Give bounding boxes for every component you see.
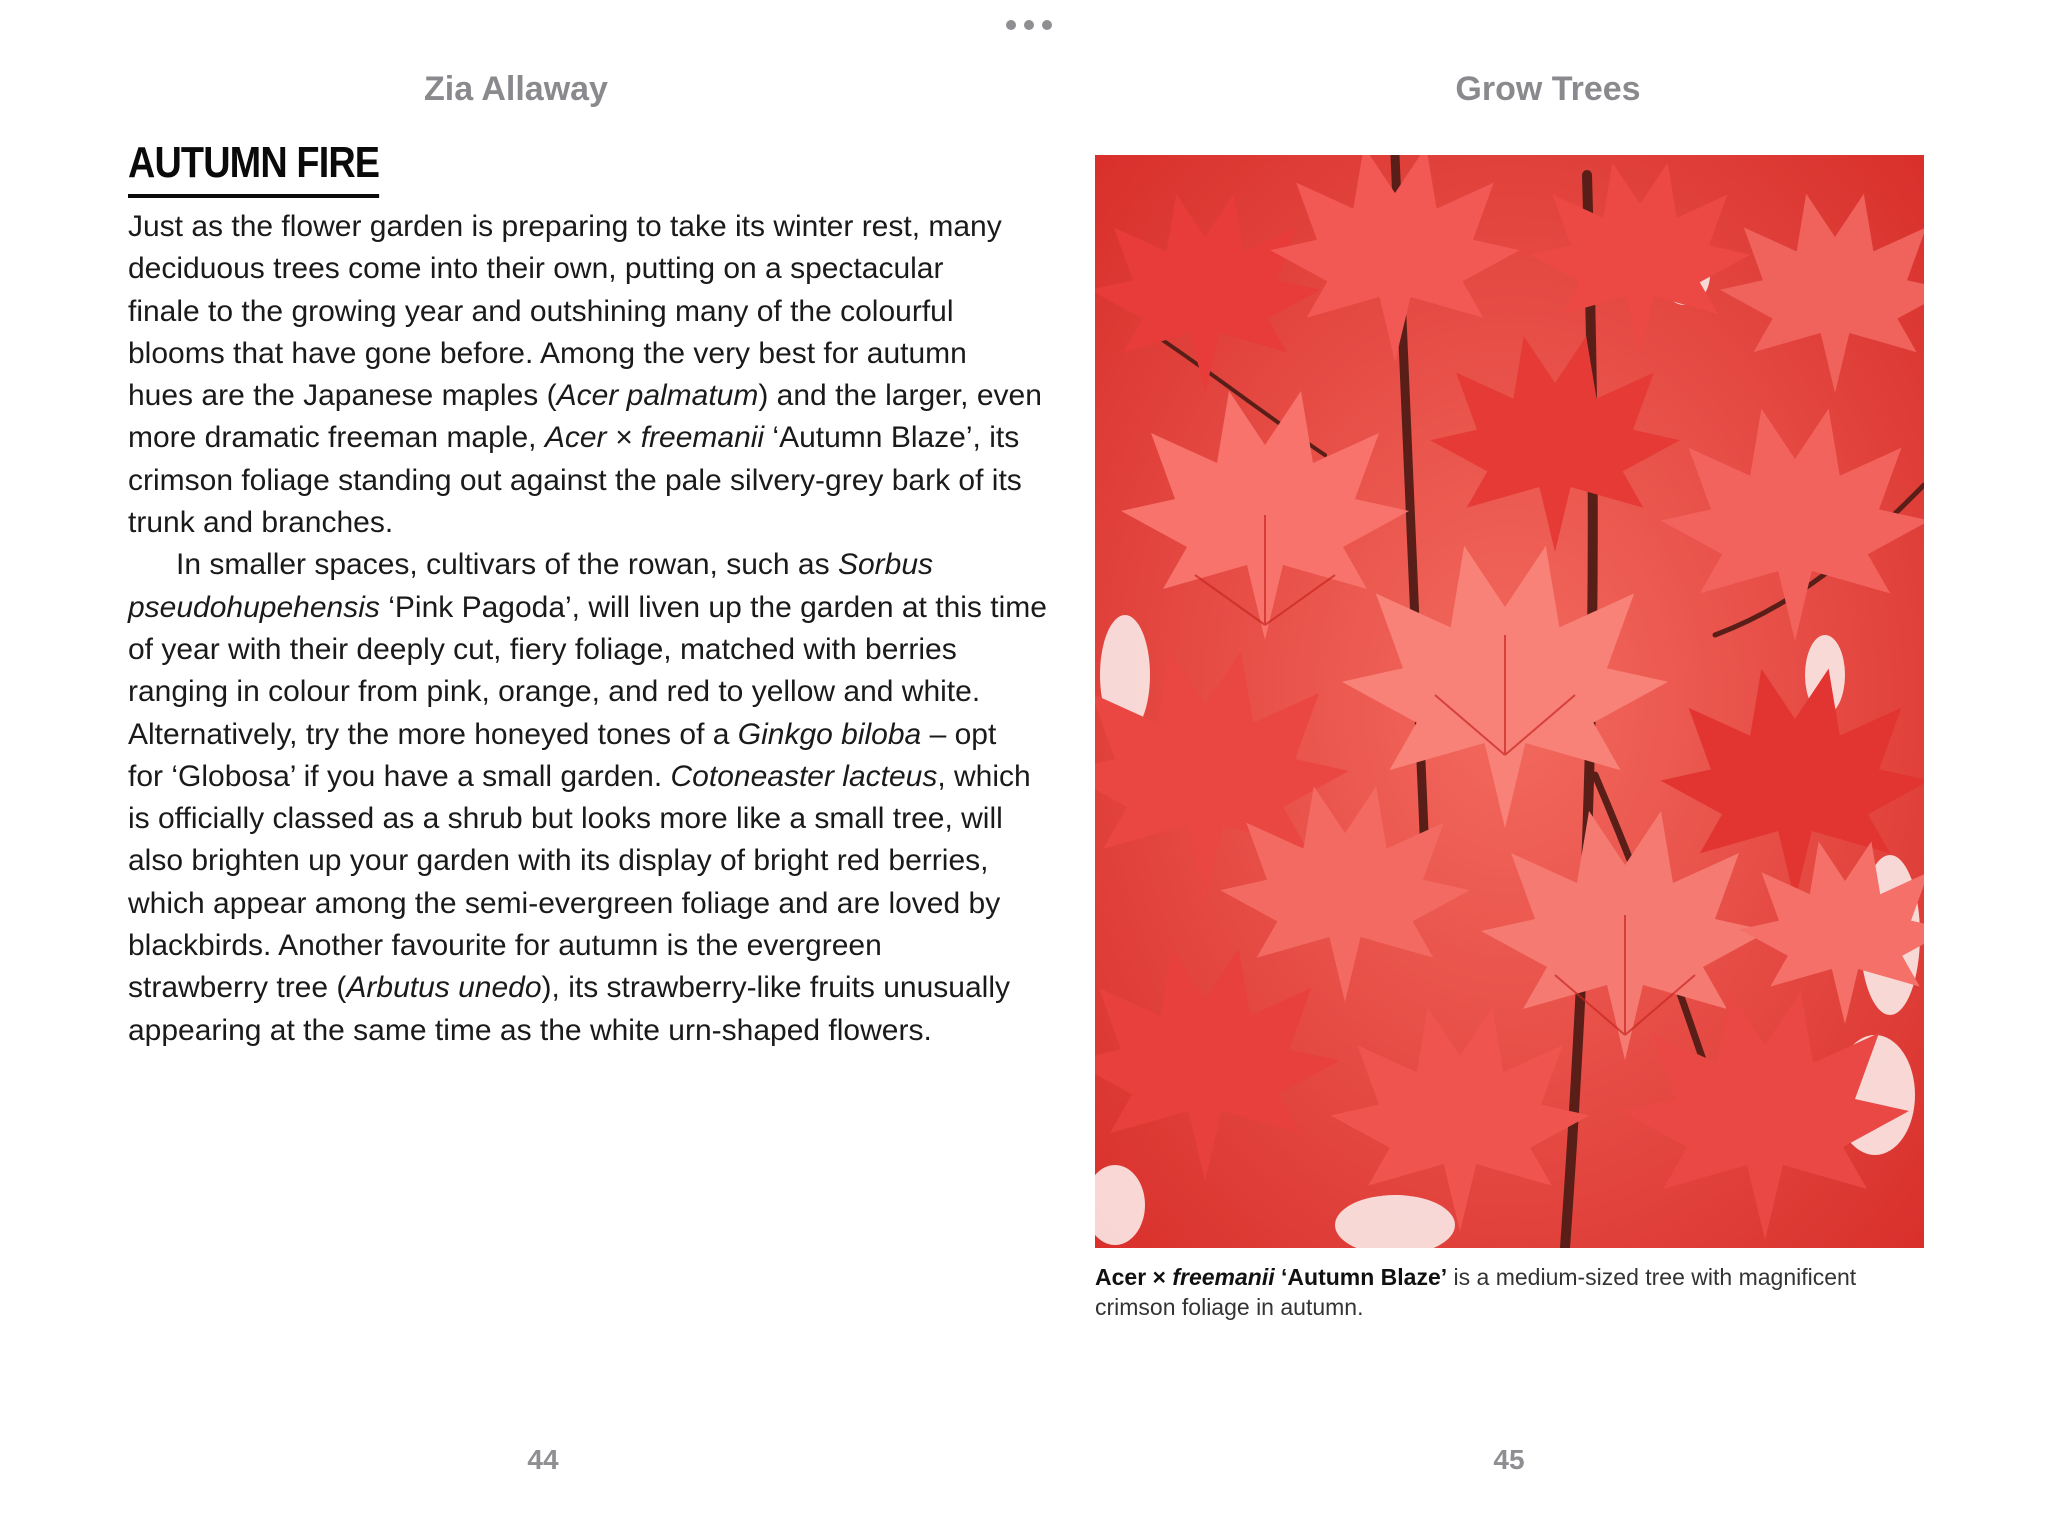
text-run: ranging in colour from pink, orange, and red to yellow and white. xyxy=(128,675,981,709)
paragraph-line xyxy=(128,587,1047,629)
paragraph-line xyxy=(128,417,1020,459)
photo-illustration xyxy=(1095,155,1924,1248)
maple-leaves-photo xyxy=(1095,155,1924,1248)
text-run: Alternatively, try the more honeyed tones of a xyxy=(128,717,738,751)
paragraph-line xyxy=(128,375,1042,417)
section-heading: AUTUMN FIRE xyxy=(128,138,379,198)
text-run: which appear among the semi-evergreen foliage and are loved by xyxy=(128,886,1001,920)
paragraph-line xyxy=(128,248,978,290)
running-head-author: Zia Allaway xyxy=(424,70,608,108)
caption-line-1 xyxy=(1095,1262,1935,1292)
paragraph-line xyxy=(128,883,1001,925)
paragraph-line xyxy=(128,502,978,544)
species-name: Cotoneaster lacteus xyxy=(670,759,938,793)
paragraph-line xyxy=(128,1010,978,1052)
paragraph-line xyxy=(128,629,978,671)
text-run: finale to the growing year and outshining many of the colourful xyxy=(128,294,954,328)
page-number-left: 44 xyxy=(527,1444,559,1475)
paragraph-line xyxy=(128,714,997,756)
species-name: Arbutus unedo xyxy=(346,971,542,1005)
paragraph-line xyxy=(128,544,978,586)
caption-bold-italic: freemanii xyxy=(1172,1264,1275,1290)
dot xyxy=(1042,20,1052,30)
text-run: ‘Autumn Blaze’, its xyxy=(764,421,1020,455)
paragraph-line xyxy=(128,206,1002,248)
text-run: – opt xyxy=(921,717,997,751)
caption-bold-b: ‘Autumn Blaze’ xyxy=(1274,1264,1448,1290)
species-name: Acer palmatum xyxy=(556,379,759,413)
paragraph-line xyxy=(128,798,1003,840)
paragraph-line xyxy=(128,460,1022,502)
species-name: pseudohupehensis xyxy=(128,590,380,624)
text-run: blooms that have gone before. Among the very best for autumn xyxy=(128,336,967,370)
figure-caption xyxy=(1095,1262,1935,1322)
text-run: also brighten up your garden with its display of bright red berries, xyxy=(128,844,989,878)
text-run: ‘Pink Pagoda’, will liven up the garden at this time xyxy=(379,590,1047,624)
text-run: trunk and branches. xyxy=(128,506,394,540)
more-dots-icon[interactable] xyxy=(1006,18,1052,32)
caption-line-2: crimson foliage in autumn. xyxy=(1095,1294,1364,1320)
text-run: more dramatic freeman maple, xyxy=(128,421,545,455)
caption-species xyxy=(1095,1264,1447,1290)
dot xyxy=(1024,20,1034,30)
paragraph-line xyxy=(128,333,978,375)
text-run: of year with their deeply cut, fiery foliage, matched with berries xyxy=(128,632,957,666)
running-head-title: Grow Trees xyxy=(1455,70,1641,108)
text-run: for ‘Globosa’ if you have a small garden. xyxy=(128,759,671,793)
text-run: crimson foliage standing out against the pale silvery-grey bark of its xyxy=(128,463,1022,497)
paragraph-line xyxy=(128,925,978,967)
text-run: , which xyxy=(937,759,1031,793)
text-run: hues are the Japanese maples ( xyxy=(128,379,557,413)
text-run: strawberry tree ( xyxy=(128,971,347,1005)
text-run: is officially classed as a shrub but looks more like a small tree, will xyxy=(128,802,1003,836)
species-name: Ginkgo biloba xyxy=(737,717,922,751)
dot xyxy=(1006,20,1016,30)
text-run: blackbirds. Another favourite for autumn is the evergreen xyxy=(128,929,882,963)
body-text xyxy=(128,206,1047,1052)
text-run: ) and the larger, even xyxy=(758,379,1042,413)
species-name: Sorbus xyxy=(837,548,934,582)
text-run: In smaller spaces, cultivars of the rowan, such as xyxy=(176,548,838,582)
page-number-right: 45 xyxy=(1493,1444,1525,1475)
caption-bold-a: Acer × xyxy=(1095,1264,1173,1290)
text-run: appearing at the same time as the white urn-shaped flowers. xyxy=(128,1013,932,1047)
caption-rest-line1: is a medium-sized tree with magnificent xyxy=(1447,1264,1857,1290)
paragraph-line xyxy=(128,671,981,713)
species-name: Acer × freemanii xyxy=(544,421,765,455)
paragraph-line xyxy=(128,967,1011,1009)
paragraph-line xyxy=(128,291,978,333)
paragraph-line xyxy=(128,840,989,882)
text-run: ), its strawberry-like fruits unusually xyxy=(541,971,1011,1005)
text-run: deciduous trees come into their own, putting on a spectacular xyxy=(128,252,944,286)
paragraph-line xyxy=(128,756,1031,798)
text-run: Just as the flower garden is preparing to take its winter rest, many xyxy=(128,210,1002,243)
